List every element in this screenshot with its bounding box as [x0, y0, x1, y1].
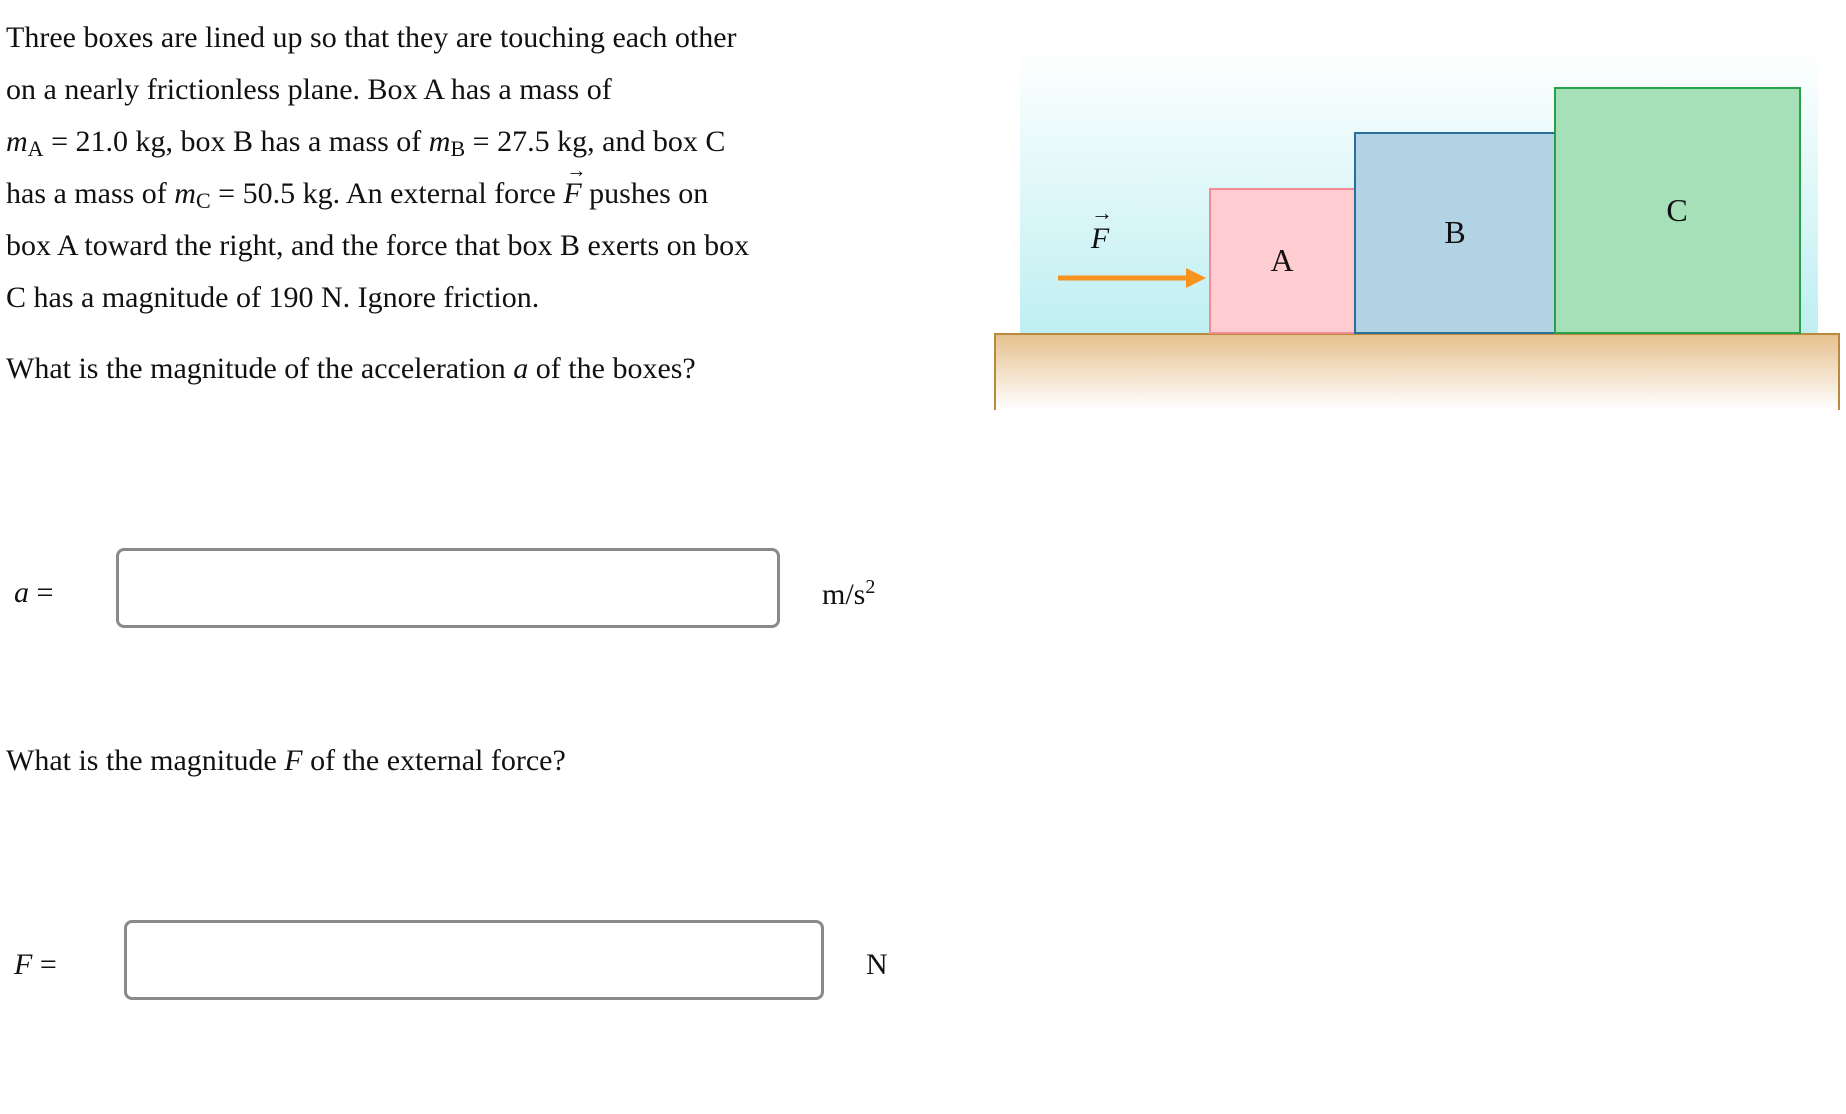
- problem-line-1: Three boxes are lined up so that they are touching each other: [6, 21, 737, 54]
- force-symbol: F: [284, 744, 303, 777]
- mass-a-text: = 21.0 kg, box B has a mass of: [51, 124, 422, 158]
- mass-a-symbol: m: [6, 124, 28, 158]
- box-c-label: C: [1666, 192, 1688, 228]
- mass-b-text: = 27.5 kg, and box C: [472, 124, 726, 158]
- acceleration-input[interactable]: [116, 548, 780, 628]
- box-a-label: A: [1270, 242, 1294, 278]
- mass-c-symbol: m: [174, 176, 196, 210]
- acceleration-unit: $m/s^2$: [822, 576, 876, 611]
- mass-c-subscript: C: [195, 187, 211, 213]
- problem-line-2: on a nearly frictionless plane. Box A has a mass of: [6, 72, 612, 106]
- mass-a-subscript: A: [27, 135, 44, 161]
- problem-line-6: C has a magnitude of 190 N. Ignore friction.: [6, 280, 540, 314]
- problem-line-4: has a mass of $m_C = 50.5$ kg. An external force → F pushes on: [6, 168, 906, 220]
- force-label-arrow-icon: →: [1091, 200, 1113, 225]
- mass-b-subscript: B: [450, 135, 466, 161]
- force-label: F: [1090, 222, 1110, 255]
- boxes-diagram: [990, 40, 1846, 420]
- problem-line-3: [6, 116, 906, 168]
- boxes-figure: [990, 40, 1846, 425]
- force-label: F =: [14, 948, 57, 981]
- question-force: What is the magnitude F of the external force?: [6, 744, 566, 777]
- force-vector-symbol: → F: [563, 168, 581, 220]
- problem-statement: [6, 12, 906, 324]
- ground-surface: [995, 334, 1839, 410]
- box-b-label: B: [1444, 214, 1466, 250]
- mass-b-symbol: m: [428, 124, 451, 158]
- force-unit: N: [866, 948, 888, 981]
- mass-c-text: = 50.5 kg. An external force: [218, 176, 556, 210]
- acceleration-symbol: a: [513, 352, 529, 385]
- question-acceleration: What is the magnitude of the acceleration a of the boxes?: [6, 352, 696, 385]
- vector-arrow-icon: →: [566, 159, 587, 182]
- acceleration-label: a =: [14, 576, 54, 609]
- force-input[interactable]: [124, 920, 824, 1000]
- problem-line-5: box A toward the right, and the force that box B exerts on box: [6, 228, 750, 262]
